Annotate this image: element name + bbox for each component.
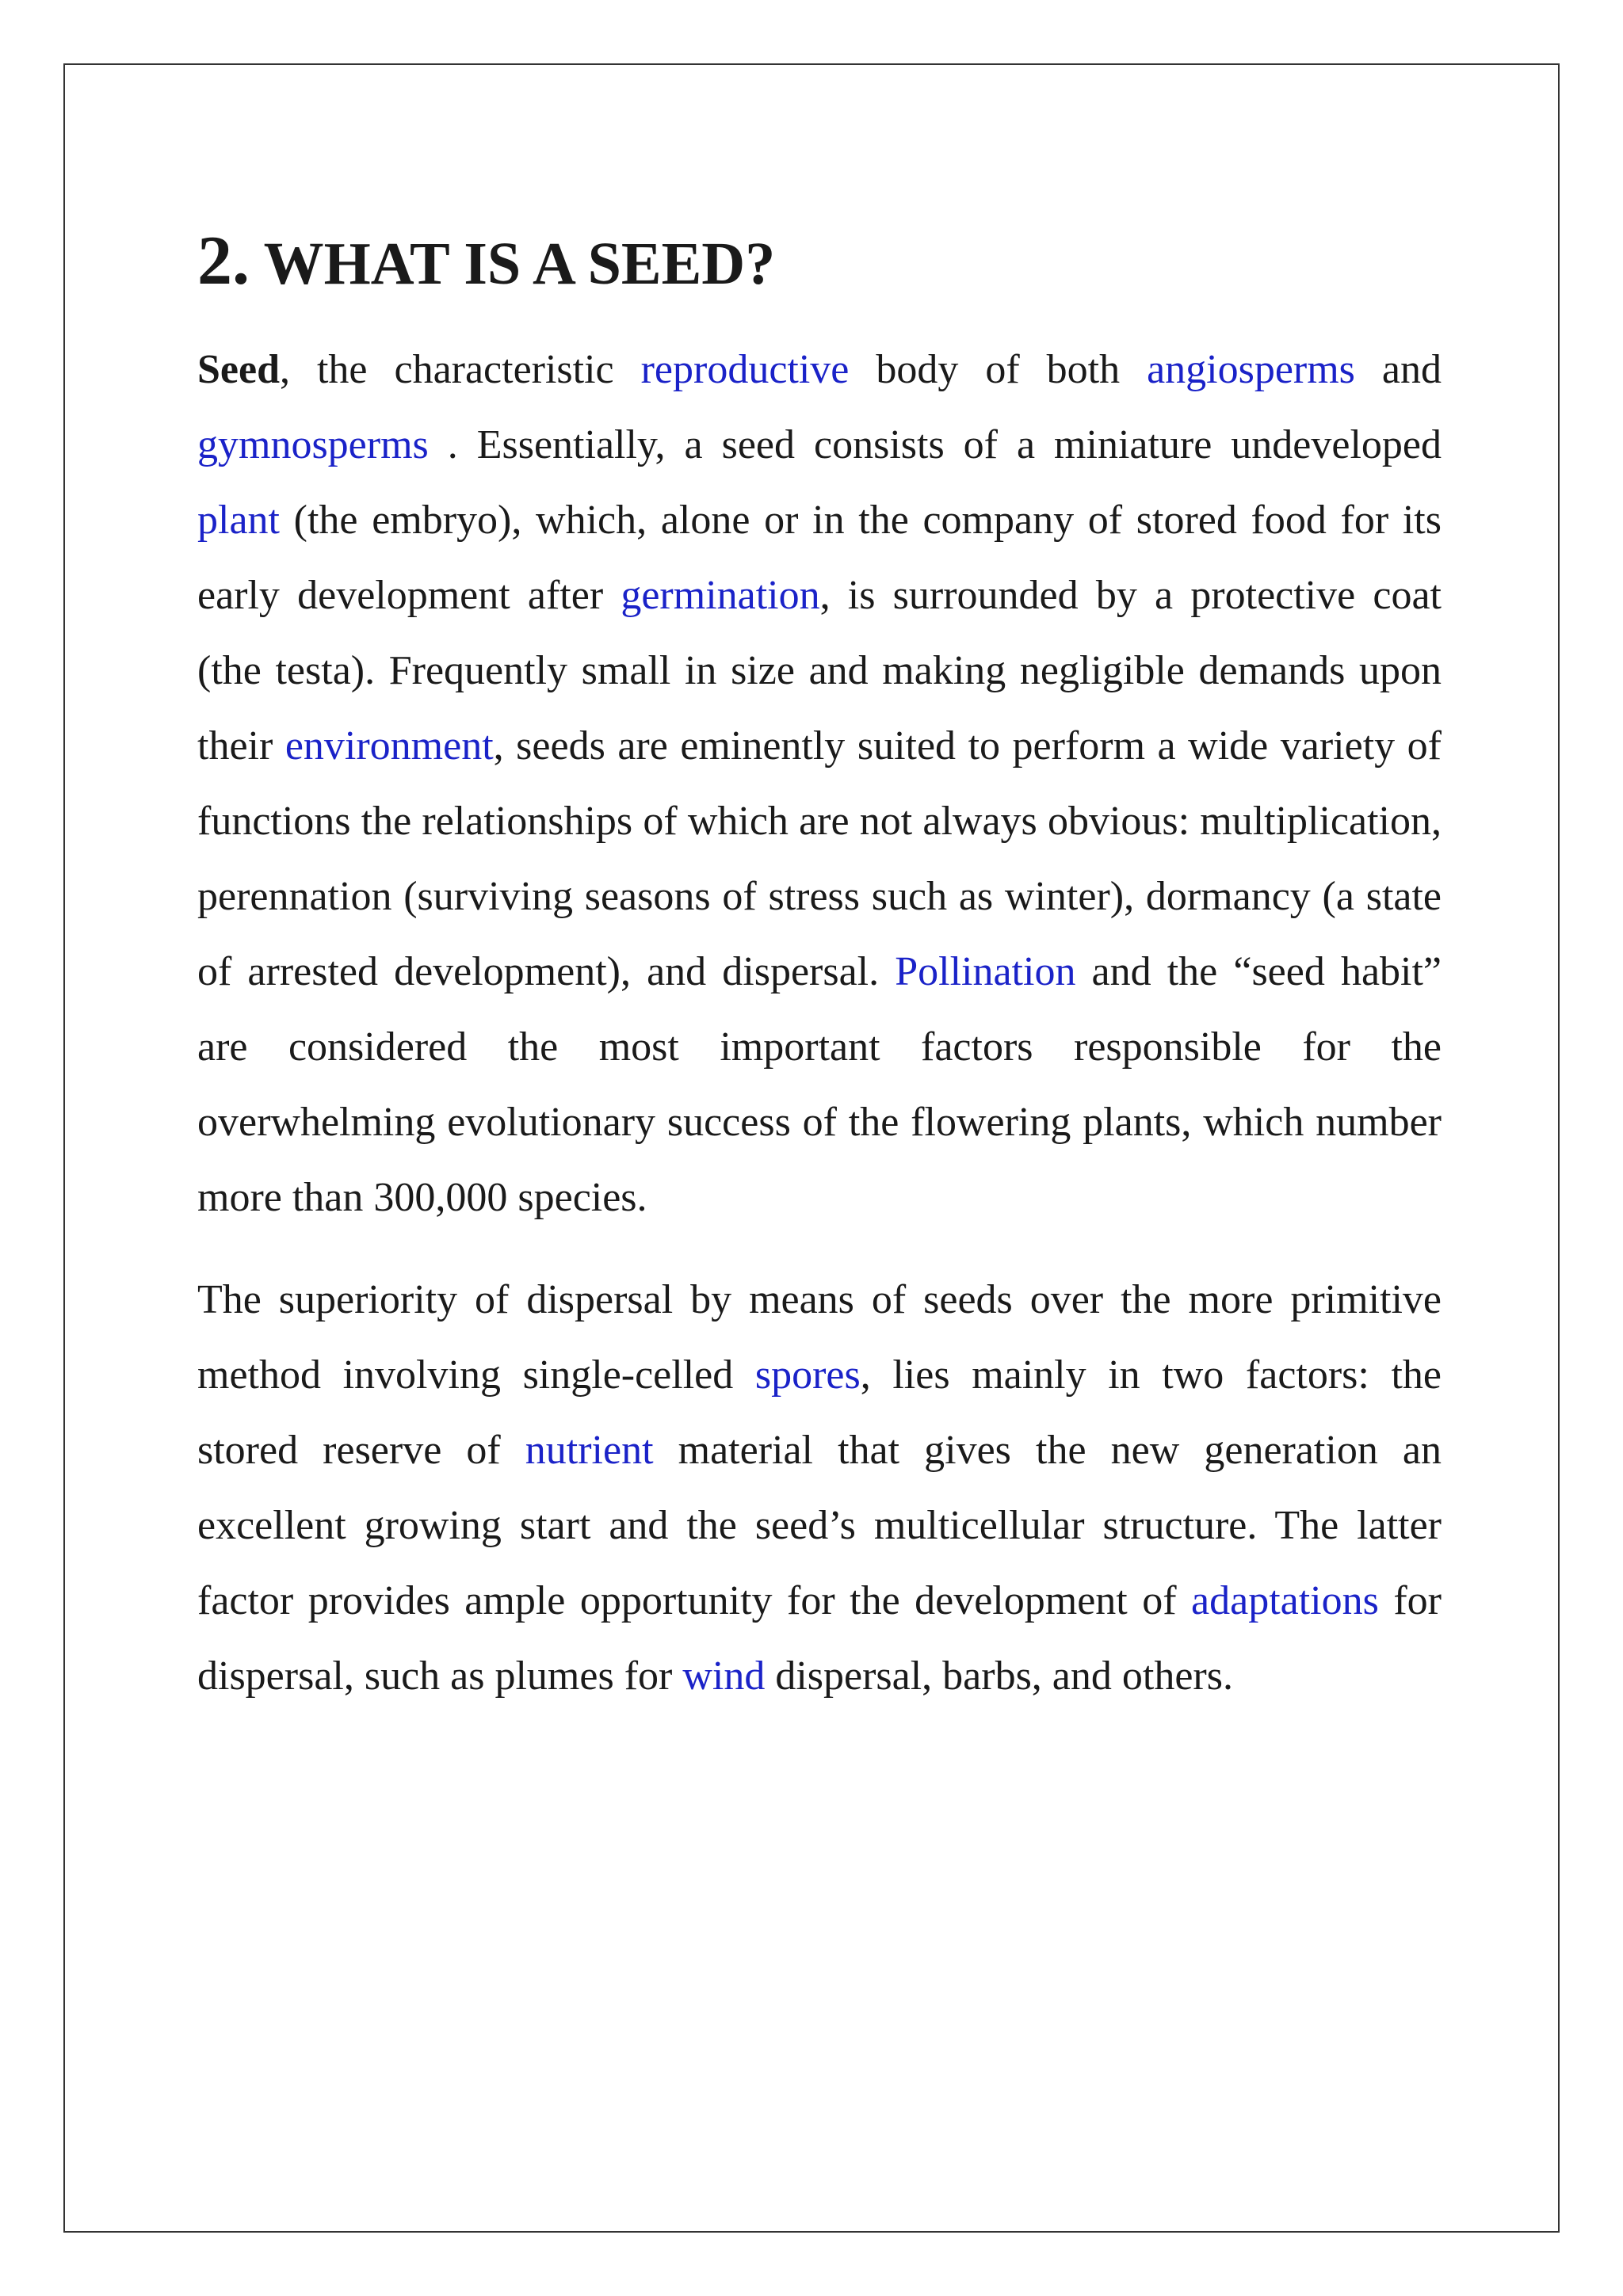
link-angiosperms[interactable]: angiosperms (1147, 347, 1355, 392)
text-run: and the “seed habit” are considered the most important factors responsible for the overwhelming evolutionary success of the flowering plants, which number more than 300,000 species. (197, 949, 1442, 1220)
term-seed: Seed (197, 347, 280, 392)
text-run: for dispersal, such as plumes for (197, 1578, 1442, 1699)
document-content (197, 222, 1442, 1714)
text-run: and (1354, 347, 1442, 392)
link-environment[interactable]: environment (285, 723, 494, 769)
link-wind[interactable]: wind (682, 1653, 766, 1699)
text-run: , the characteristic (280, 347, 641, 392)
link-spores[interactable]: spores (754, 1352, 861, 1398)
section-title: WHAT IS A SEED? (263, 231, 776, 297)
text-run: , lies mainly in two factors: the stored reserve of (197, 1352, 1442, 1473)
text-run: . Essentially, a seed consists of a miniature undeveloped (428, 422, 1442, 467)
text-run: material that gives the new generation an excellent growing start and the seed’s multicellular structure. The latter factor provides ample opportunity for the development of (197, 1428, 1442, 1623)
link-adaptations[interactable]: adaptations (1191, 1578, 1379, 1623)
link-reproductive[interactable]: reproductive (640, 347, 850, 392)
text-run: The superiority of dispersal by means of seeds over the more primitive method involving single-celled (197, 1277, 1442, 1398)
text-run: (the embryo), which, alone or in the company of stored food for its early development after (197, 498, 1442, 618)
paragraph-1 (197, 332, 1442, 1235)
text-run: body of both (849, 347, 1148, 392)
link-germination[interactable]: germination (621, 573, 820, 618)
text-run: dispersal, barbs, and others. (765, 1653, 1233, 1699)
link-plant[interactable]: plant (197, 498, 280, 543)
link-pollination[interactable]: Pollination (895, 949, 1076, 994)
text-run: , is surrounded by a protective coat (the testa). Frequently small in size and making negligible demands upon their (197, 573, 1442, 769)
paragraph-2 (197, 1262, 1442, 1714)
text-run: , seeds are eminently suited to perform a wide variety of functions the relationships of which are not always obvious: multiplication, perennation (surviving seasons of stress such as winter), dormancy (a state of arrested development), and dispersal. (197, 723, 1442, 994)
section-number: 2. (197, 223, 250, 299)
section-heading (197, 222, 1442, 303)
link-gymnosperms[interactable]: gymnosperms (197, 422, 429, 467)
link-nutrient[interactable]: nutrient (525, 1428, 654, 1473)
